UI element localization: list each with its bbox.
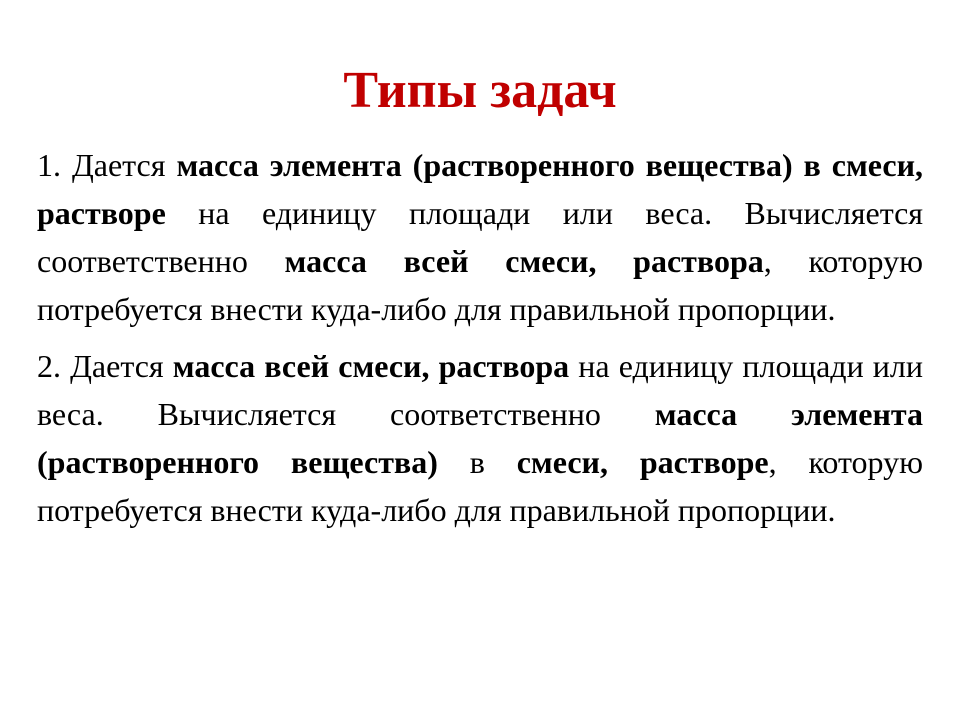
paragraph-1-run: 1. Дается [37, 147, 177, 183]
paragraph-2-run: , которую потребуется внести куда-либо для правильной пропорции. [37, 444, 924, 528]
paragraph-1-run-bold: масса элемента (растворенного вещества) в смеси, растворе [37, 147, 924, 231]
paragraph-2 [37, 342, 923, 534]
slide-body [37, 141, 923, 534]
paragraph-2-run: на единицу площади или веса. Вычисляется соответственно [37, 348, 924, 432]
paragraph-1 [37, 141, 923, 333]
paragraph-1-run: , которую потребуется внести куда-либо для правильной пропорции. [37, 243, 924, 327]
paragraph-1-run-bold: масса всей смеси, раствора [284, 243, 764, 279]
paragraph-2-run-bold: смеси, растворе [516, 444, 769, 480]
paragraph-2-run: в [437, 444, 517, 480]
paragraph-2-run-bold: масса элемента (растворенного вещества) [37, 396, 924, 480]
paragraph-2-run-bold: масса всей смеси, раствора [172, 348, 570, 384]
paragraph-2-run: 2. Дается [37, 348, 173, 384]
slide-title: Типы задач [343, 62, 617, 119]
paragraph-1-run: на единицу площади или веса. Вычисляется соответственно [37, 195, 923, 279]
